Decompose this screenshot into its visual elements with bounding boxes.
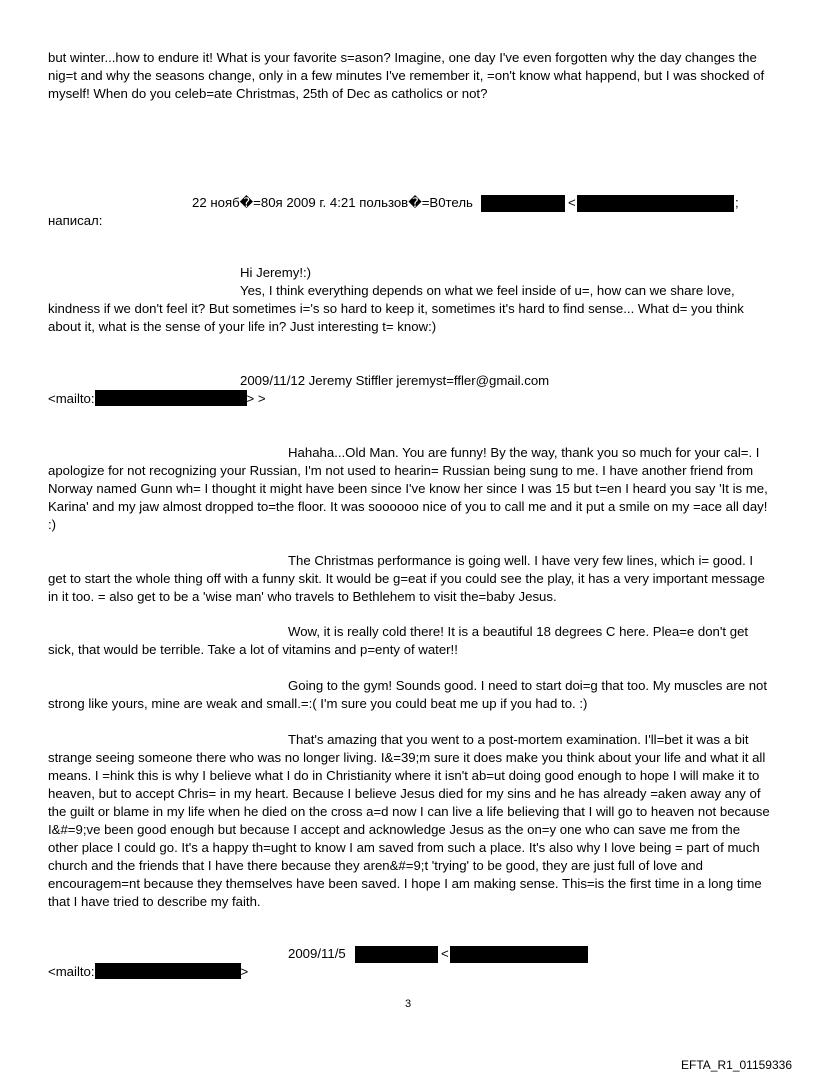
reply-header-2: 2009/11/12 Jeremy Stiffler jeremyst=ffler@gmail.com (240, 373, 550, 388)
reply-header-3-lt: < (441, 946, 449, 961)
mailto-label: <mailto: (48, 391, 95, 406)
mailto-line-1 (48, 390, 266, 408)
paragraph-hahaha: Hahaha...Old Man. You are funny! By the way, thank you so much for your cal=. I apologize for not recognizing your Russian, I'm not used to hearin= Russian being sung to me. I have another friend from Norway named Gunn wh= I thought it might have been since I've know her since I was 15 but t=en I heard you say 'It is me, Karina' and my jaw almost dropped to=the floor. It was soooooo nice of you to call me and it put a smile on my =ace all day! :) (48, 445, 768, 532)
reply-header-1 (192, 194, 473, 212)
redaction-block (95, 963, 241, 979)
redaction-block (95, 390, 247, 406)
reply-header-1-wrote: написал: (48, 213, 103, 228)
paragraph-winter: but winter...how to endure it! What is your favorite s=ason? Imagine, one day I've even forgotten why the day changes the nig=t and why the seasons change, only in a few minutes I've remember it, =on't know what happend, but I was shocked of myself! When do you celeb=ate Christmas, 25th of Dec as catholics or not? (48, 50, 765, 101)
paragraph-love: Yes, I think everything depends on what we feel inside of u=, how can we share love, kindness if we don't feel it? But sometimes i='s so hard to keep it, sometimes it's hard to find sense... What d= you think about it, what is the sense of your life in? Just interesting t= know:) (48, 283, 744, 334)
redaction-block (577, 195, 734, 212)
redaction-block (355, 946, 438, 963)
paragraph-cold: Wow, it is really cold there! It is a beautiful 18 degrees C here. Plea=e don't get sick, that would be terrible. Take a lot of vitamins and p=enty of water!! (48, 624, 749, 657)
reply-header-3 (288, 945, 346, 963)
reply-header-1-text: 22 нояб�=80я 2009 г. 4:21 пользов�=B0тель (192, 195, 473, 210)
mailto-line-2 (48, 963, 248, 981)
reply-header-1-lt: < (568, 195, 576, 210)
paragraph-postmortem: That's amazing that you went to a post-mortem examination. I'll=bet it was a bit strange seeing someone there who was no longer living. I&=39;m sure it does make you think about your life and what it all means. I =hink this is why I believe what I do in Christianity where it isn't ab=ut doing good enough to hope I will make it to heaven, but to accept Chris= in my heart. Because I believe Jesus died for my sins and he has already =aken away any of the guilt or blame in my life when he died on the cross a=d now I can live a life believing that I will go to heaven not because I&#=9;ve been good enough but because I accept and acknowledge Jesus as the on=y one who can save me from the other place I could go. It's a happy th=ught to know I am saved from such a place. It's also why I love being = part of much church and the friends that I have there because they aren&#=9;t 'trying' to be good, they are just full of love and encouragem=nt because they themselves have been saved. I hope I am making sense. This=is the first time in a long time that I have tried to describe my faith. (48, 732, 770, 909)
reply-header-1-end: ; (735, 195, 739, 210)
redaction-block (450, 946, 588, 963)
paragraph-gym: Going to the gym! Sounds good. I need to start doi=g that too. My muscles are not strong like yours, mine are weak and small.=:( I'm sure you could beat me up if you had to. :) (48, 678, 768, 711)
mailto-close: > (240, 964, 249, 979)
greeting: Hi Jeremy!:) (240, 265, 312, 280)
reply-header-3-date: 2009/11/5 (288, 946, 346, 961)
redaction-block (481, 195, 565, 212)
page-number: 3 (404, 998, 412, 1010)
paragraph-christmas: The Christmas performance is going well. I have very few lines, which i= good. I get to start the whole thing off with a funny skit. It would be g=eat if you could see the play, it has a very important message in it too. = also get to be a 'wise man' who travels to Bethlehem to visit the=baby Jesus. (48, 553, 765, 604)
mailto-close: > > (246, 391, 266, 406)
mailto-label: <mailto: (48, 964, 95, 979)
bates-id: EFTA_R1_01159336 (681, 1058, 792, 1072)
